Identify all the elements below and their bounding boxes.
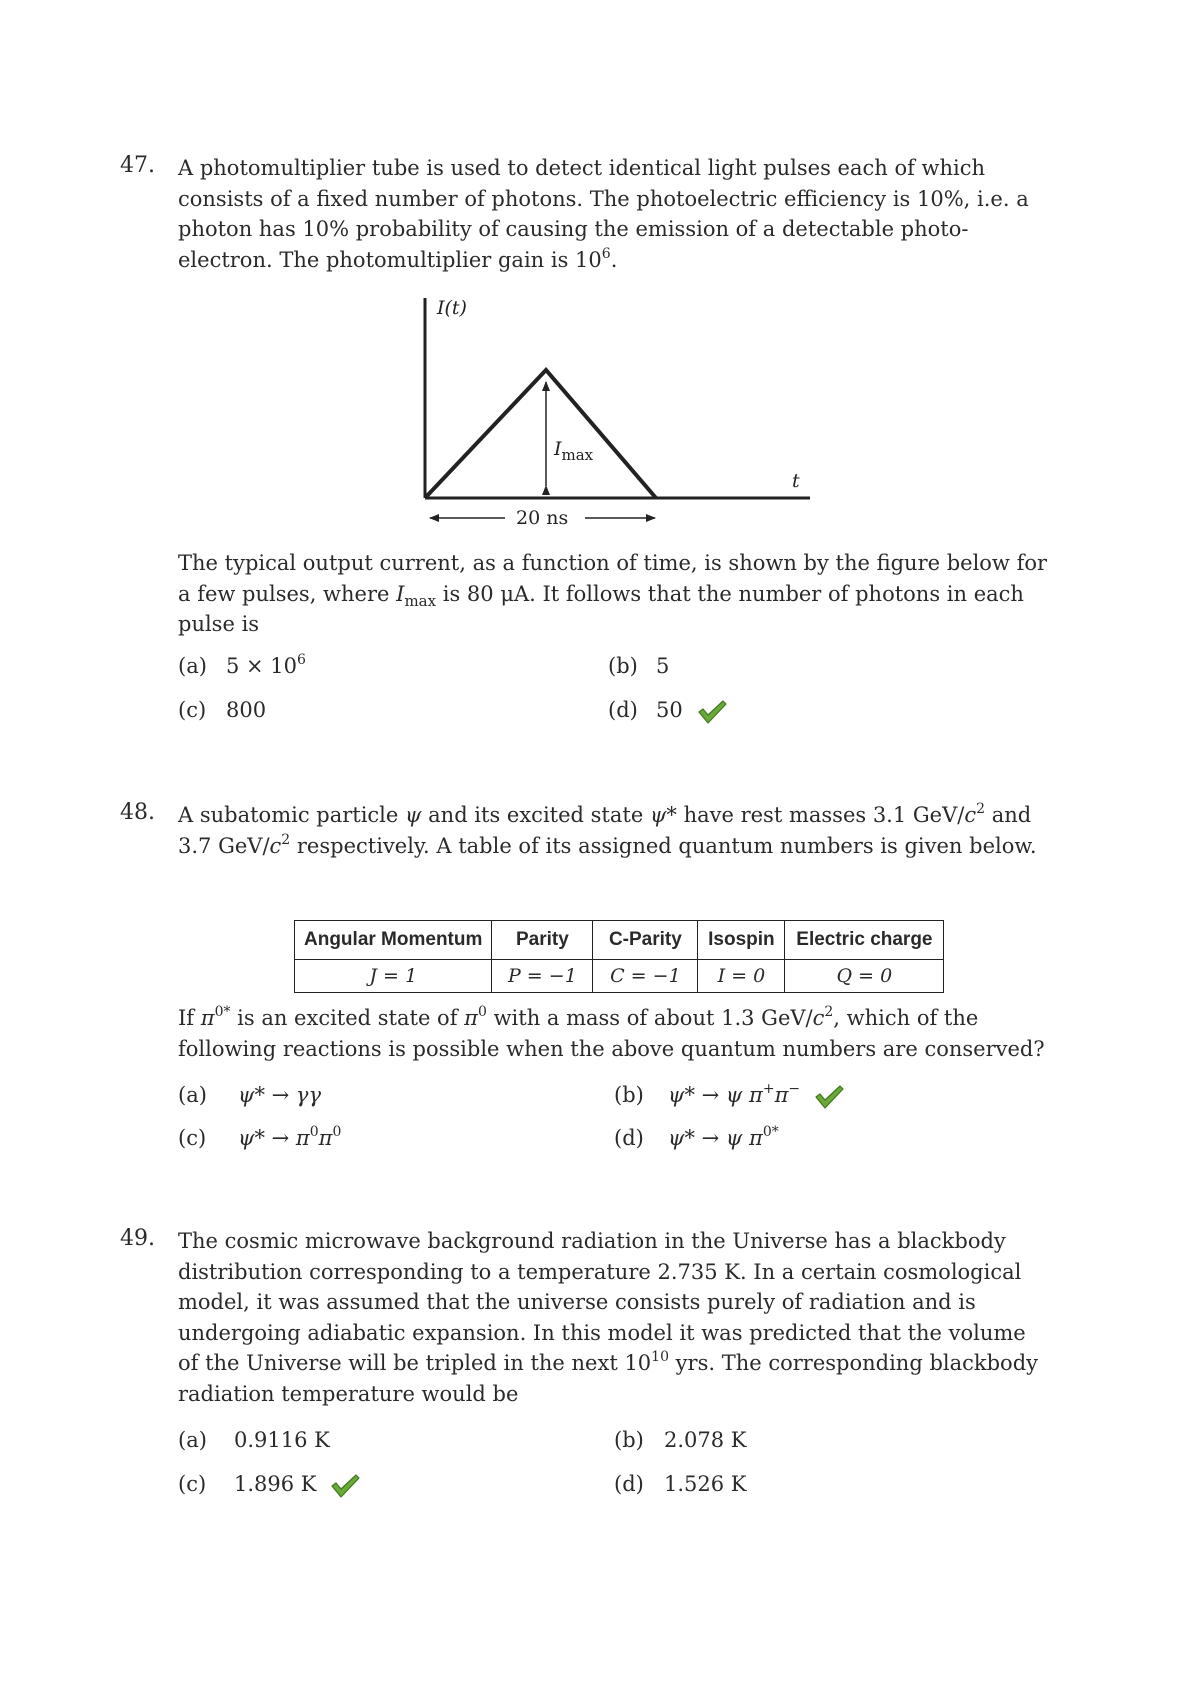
question-text: A subatomic particle ψ and its excited state ψ* have rest masses 3.1 GeV/$c^2$ and 3.7 GeV/$c^2$ respectively. A table of its assigned quantum numbers is given below. [178, 801, 1037, 858]
pulse-figure [420, 290, 820, 540]
question-number: 49. [120, 1226, 155, 1251]
value-cell: J = 1 [295, 960, 492, 993]
imax-label: $I_{max}$ [554, 438, 594, 464]
header-cell: Electric charge [785, 921, 944, 960]
question-text: The cosmic microwave background radiation in the Universe has a blackbody distribution corresponding to a temperature 2.735 K. In a certain cosmological model, it was assumed that the universe consists purely of radiation and is undergoing adiabatic expansion. In this model it was predicted that the volume of the Universe will be tripled in the next $10^{10}$ yrs. The corresponding blackbody radiation temperature would be [178, 1229, 1038, 1406]
quantum-numbers-table [294, 920, 944, 993]
option-d[interactable]: (d) 1.526 K [614, 1472, 747, 1496]
option-a[interactable]: (a) ψ* → γγ [178, 1083, 322, 1107]
header-cell: C-Parity [593, 921, 698, 960]
question-49 [120, 1226, 1070, 1416]
x-axis-label: t [792, 470, 800, 492]
header-cell: Angular Momentum [295, 921, 492, 960]
question-text: A photomultiplier tube is used to detect identical light pulses each of which consists of a fixed number of photons. The photoelectric efficiency is 10%, i.e. a photon has 10% probability of causing the emission of a detectable photo- electron. The photomultiplier gain is $10^6$. [178, 156, 1029, 272]
width-label: 20 ns [516, 507, 569, 529]
pulse-triangle [425, 370, 656, 498]
table-row [295, 960, 944, 993]
option-d[interactable]: (d) ψ* → ψ $\pi^{0*}$ [614, 1124, 779, 1150]
header-cell: Parity [492, 921, 593, 960]
value-cell: Q = 0 [785, 960, 944, 993]
option-c[interactable]: (c) 1.896 K [178, 1472, 360, 1499]
value-cell: C = −1 [593, 960, 698, 993]
option-a[interactable]: (a) 0.9116 K [178, 1428, 330, 1452]
option-b[interactable]: (b) 5 [608, 654, 670, 678]
option-c[interactable]: (c) $\psi* \to \pi^0\pi^0$ [178, 1124, 342, 1150]
value-cell: I = 0 [698, 960, 785, 993]
y-axis-label: I(t) [437, 297, 467, 319]
option-a[interactable]: (a) $5 \times 10^6$ [178, 652, 306, 678]
question-48-continued: If $\pi^{0*}$ is an excited state of $\pi^0$ with a mass of about 1.3 GeV/$c^2$, which of the following reactions is possible when the above quantum numbers are conserved? [178, 1004, 1045, 1061]
header-cell: Isospin [698, 921, 785, 960]
checkmark-icon [330, 1473, 360, 1499]
option-b[interactable]: (b) ψ* → ψ π+π− [614, 1083, 844, 1110]
question-number: 47. [120, 153, 155, 178]
question-number: 48. [120, 800, 155, 825]
checkmark-icon [814, 1084, 844, 1110]
question-48 [120, 800, 1070, 870]
question-47-continued: The typical output current, as a function of time, is shown by the figure below for a few pulses, where $I_{max}$ is 80 μA. It follows that the number of photons in each pulse is [178, 551, 1048, 636]
option-b[interactable]: (b) 2.078 K [614, 1428, 747, 1452]
table-header-row [295, 921, 944, 960]
checkmark-icon [697, 699, 727, 725]
value-cell: P = −1 [492, 960, 593, 993]
option-d[interactable]: (d) 50 [608, 698, 727, 725]
option-c[interactable]: (c) 800 [178, 698, 267, 722]
